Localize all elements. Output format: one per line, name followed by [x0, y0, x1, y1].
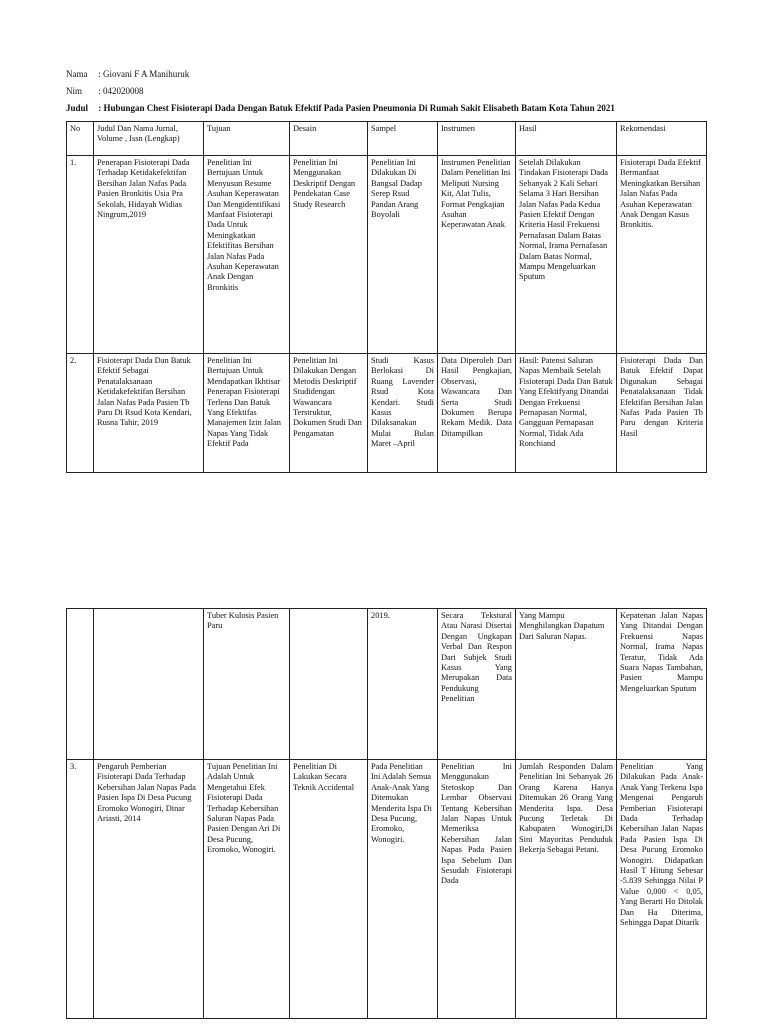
cell-sampel: 2019. [371, 611, 390, 620]
nama-value: : Giovani F A Manihuruk [98, 69, 190, 79]
cell-no: 2. [70, 356, 77, 365]
cell-no: 3. [70, 762, 77, 771]
cell-tujuan: Penelitian Ini Bertujuan Untuk Mendapatkan Ikhtisar Penerapan Fisioterapi Terlena Dan Batuk Yang Efektifas Manajemen Izin Jalan Napas Yang Tidak Efektif Pada [207, 356, 281, 449]
cell-sampel: Penelitian Ini Dilakukan Di Bangsal Dadap Serep Rsud Pandan Arang Boyolali [371, 158, 422, 220]
table-row [67, 354, 707, 473]
judul-label: Judul [66, 103, 89, 113]
cell-judul [97, 611, 200, 757]
cell-rekomendasi: Fisioterapi Dada Efektif Bermanfaat Meningkatkan Bersihan Jalan Nafas Pada Asuhan Keperawatan Anak Dengan Kasus Bronkitis. [620, 158, 701, 230]
col-header-tujuan: Tujuan [204, 122, 290, 156]
cell-tujuan: Tujuan Penelitian Ini Adalah Untuk Mengetahui Efek Fisioterapi Dada Terhadap Kebersihan Saluran Napas Pada Pasien Dengan Ari Di Desa Pucung, Eromoko, Wonogiri. [207, 762, 281, 855]
col-header-no: No [67, 122, 94, 156]
cell-sampel: Studi Kasus Berlokasi Di Ruang Lavender Rsud Kota Kendari. Studi Kasus Dilaksanakan Mulai Bulan Maret –April [371, 356, 434, 449]
cell-rekomendasi: Kepatenan Jalan Napas Yang Ditandai Dengan Frekuensi Napas Normal, Irama Napas Teratur, Tidak Ada Suara Napas Tambahan, Pasien Mampu Mengeluarkan Sputum [620, 611, 703, 693]
col-header-judul: Judul Dan Nama Jurnal, Volume , Issn (Lengkap) [94, 122, 204, 156]
nim-label: Nim [66, 86, 83, 96]
cell-instrumen: Penelitian Ini Menggunakan Stetoskop Dan Lembar Observasi Tentang Kebersihan Jalan Napas Untuk Memeriksa Kebersihan Jalan Napas Pada Pasien Ispa Sebelum Dan Sesudah Fisioterapi Dada [441, 762, 512, 886]
cell-desain: Penelitian Ini Dilakukan Dengan Metodis Deskriptif Studidengan Wawancara Terstruktur, Dokumen Studi Dan Pengamatan [293, 356, 362, 438]
col-header-hasil: Hasil [516, 122, 617, 156]
cell-desain: Penelitian Ini Menggunakan Deskriptif Dengan Pendekatan Case Study Research [293, 158, 356, 209]
cell-desain [293, 611, 364, 757]
nama-line [66, 69, 189, 80]
cell-desain: Penelitian Di Lakukan Secara Teknik Accidental [293, 762, 355, 792]
col-header-desain: Desain [290, 122, 368, 156]
table-row [67, 760, 707, 1019]
cell-tujuan: Penelitian Ini Bertujuan Untuk Menyusun Resume Asuhan Keperawatan Dan Mengidentifikasi Manfaat Fisioterapi Dada Untuk Meningkatkan Efektifitas Bersihan Jalan Nafas Pada Asuhan Keperawatan Anak Dengan Bronkitis [207, 158, 281, 292]
cell-hasil: Setelah Dilakukan Tindakan Fisioterapi Dada Sebanyak 2 Kali Sehari Selama 3 Hari Bersihan Jalan Nafas Pada Kedua Pasien Efektif Dengan Kriteria Hasil Frekuensi Pernafasan Dalam Batas Normal, Irama Pernafasan Dalam Batas Normal, Mampu Mengeluarkan Sputum [519, 158, 609, 282]
judul-line [66, 103, 615, 114]
col-header-sampel: Sampel [368, 122, 438, 156]
col-header-instrumen: Instrumen [438, 122, 516, 156]
cell-judul: Fisioterapi Dada Dan Batuk Efektif Sebagai Penatalaksanaan Ketidakefektifan Bersihan Jalan Nafas Pada Pasien Tb Paru Di Rsud Kota Kendari, Rusna Tahir, 2019 [97, 356, 192, 428]
cell-instrumen: Instrumen Penelitian Dalam Penelitian Ini Meliputi Nursing Kit, Alat Tulis, Format Pengkajian Asuhan Keperawatan Anak [441, 158, 511, 230]
nim-line [66, 86, 144, 97]
cell-sampel: Pada Penelitian Ini Adalah Semua Anak-Anak Yang Ditemukan Menderita Ispa Di Desa Pucung, Eromoko, Wonogiri. [371, 762, 432, 844]
table-header-row [67, 122, 707, 156]
literature-table-page-2 [66, 608, 707, 1019]
cell-rekomendasi: Penelitian Yang Dilakukan Pada Anak-Anak Yang Terkena Ispa Mengenai Pengaruh Pemberian Fisioterapi Dada Terhadap Kebersihan Jalan Napas Pada Pasien Ispa Di Desa Pucung Eromoko Wonogiri. Didapatkan Hasil T Hitung Sebesar -5.839 Sehingga Nilai P Value 0,000 < 0,05, Yang Berarti Ho Ditolak Dan Ha Diterima, Sehingga Dapat Ditarik [620, 762, 703, 928]
cell-instrumen: Data Diperoleh Dari Hasil Pengkajian, Observasi, Wawancara Dan Serta Studi Dokumen Berupa Rekam Medik. Data Ditampilkan [441, 356, 512, 438]
nim-value: : 042020008 [98, 86, 144, 96]
nama-label: Nama [66, 69, 88, 79]
cell-hasil: Jumlah Responden Dalam Penelitian Ini Sebanyak 26 Orang Karena Hanya Ditemukan 26 Orang Yang Menderita Ispa. Desa Pucung Terletak Di Kabupaten Wonogiri,Di Sini Mayoritas Penduduk Bekerja Sebagai Petani. [519, 762, 613, 855]
cell-hasil: Hasil: Patensi Saluran Napas Membaik Setelah Fisioterapi Dada Dan Batuk Yang Efektifyang Ditandai Dengan Frekuensi Pernapasan Normal, Gangguan Pernapasan Normal, Tidak Ada Ronchiand [519, 356, 613, 449]
literature-table-page-1 [66, 121, 707, 473]
cell-judul: Pengaruh Pemberian Fisioterapi Dada Terhadap Kebersihan Jalan Napas Pada Pasien Ispa Di Desa Pucung Eromoko Wonogiri, Dinar Ariasti, 2014 [97, 762, 196, 824]
cell-instrumen: Secara Tekstural Atau Narasi Disertai Dengan Ungkapan Verbal Dan Respon Dari Subjek Studi Kasus Yang Merupakan Data Pendukung Penelitian [441, 611, 512, 704]
col-header-rekomendasi: Rekomendasi [617, 122, 707, 156]
cell-rekomendasi: Fisioterapi Dada Dan Batuk Efektif Dapat Digunakan Sebagai Penatalaksanaan Tidak Efektifan Bersihan Jalan Nafas Pada Pasien Tb Paru dengan Kriteria Hasil [620, 356, 703, 438]
table-row [67, 609, 707, 760]
cell-no [70, 611, 90, 757]
judul-value: : Hubungan Chest Fisioterapi Dada Dengan Batuk Efektif Pada Pasien Pneumonia Di Rumah Sakit Elisabeth Batam Kota Tahun 2021 [98, 103, 615, 113]
cell-tujuan: Tuber Kulosis Pasien Paru [207, 611, 279, 631]
table-row [67, 156, 707, 354]
cell-hasil: Yang Mampu Menghilangkan Dapatum Dari Saluran Napas. [519, 611, 605, 641]
cell-no: 1. [70, 158, 77, 167]
cell-judul: Penerapan Fisioterapi Dada Terhadap Ketidakefektifan Bersihan Jalan Nafas Pada Pasien Bronkitis Usia Pra Sekolah, Hidayah Widias Ningrum,2019 [97, 158, 190, 220]
